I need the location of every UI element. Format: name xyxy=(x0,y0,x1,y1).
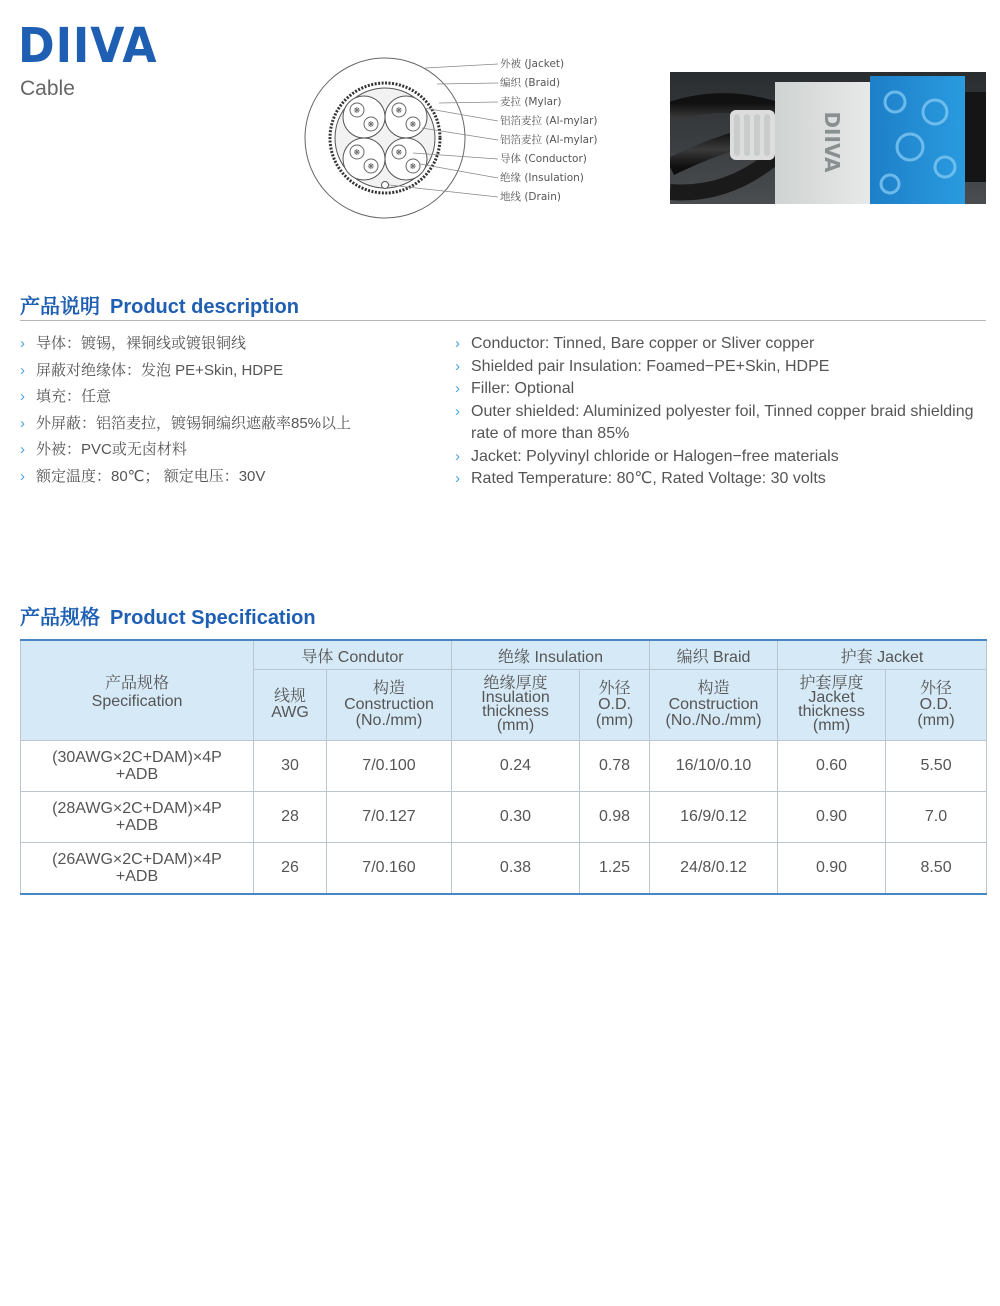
header-braid: 编织 Braid xyxy=(650,640,778,670)
cell-insulation-od: 1.25 xyxy=(580,843,650,895)
svg-text:❋: ❋ xyxy=(353,106,361,115)
product-specification-title xyxy=(20,601,316,630)
label-al-mylar-1: 铝箔麦拉 (Al-mylar) xyxy=(500,115,598,127)
cell-jacket-od: 5.50 xyxy=(886,741,987,792)
cell-braid: 16/9/0.12 xyxy=(650,792,778,843)
cell-braid: 16/10/0.10 xyxy=(650,741,778,792)
product-specification-title-zh: 产品规格 xyxy=(20,607,100,629)
cell-insulation-od: 0.78 xyxy=(580,741,650,792)
shielded-pair-top-right xyxy=(385,96,427,138)
cell-insulation-od: 0.98 xyxy=(580,792,650,843)
chevron-right-icon: › xyxy=(20,388,25,405)
header-insulation-thickness: 绝缘厚度 Insulation thickness (mm) xyxy=(452,670,580,741)
header-insulation: 绝缘 Insulation xyxy=(452,640,650,670)
chevron-right-icon: › xyxy=(20,441,25,458)
molding-brand-text: DIIVA xyxy=(820,111,844,173)
cell-insulation-thickness: 0.30 xyxy=(452,792,580,843)
specification-table xyxy=(20,639,987,895)
description-list-en xyxy=(455,333,995,491)
chevron-right-icon: › xyxy=(20,361,25,379)
cell-conductor: 7/0.127 xyxy=(327,792,452,843)
label-drain: 地线 (Drain) xyxy=(500,191,561,203)
list-item: › 外屏蔽：铝箔麦拉，镀锡铜编织遮蔽率85%以上 xyxy=(20,413,440,440)
svg-text:❋: ❋ xyxy=(409,162,417,171)
cell-jacket-thickness: 0.90 xyxy=(778,792,886,843)
shielded-pair-bottom-right xyxy=(385,138,427,180)
list-item: › Shielded pair Insulation: Foamed−PE+Skin, HDPE xyxy=(455,356,995,379)
cable-connector-photo xyxy=(670,72,986,204)
list-item: › Rated Temperature: 80℃, Rated Voltage: 30 volts xyxy=(455,468,995,491)
cell-jacket-thickness: 0.90 xyxy=(778,843,886,895)
list-item: › Outer shielded: Aluminized polyester foil, Tinned copper braid shielding rate of more than 85% xyxy=(455,402,974,442)
table-header-row xyxy=(21,640,987,670)
product-specification-title-en: Product Specification xyxy=(110,607,316,629)
header-conductor-construction: 构造 Construction (No./mm) xyxy=(327,670,452,741)
list-item: › 屏蔽对绝缘体：发泡 PE+Skin, HDPE xyxy=(20,360,440,387)
cell-jacket-thickness: 0.60 xyxy=(778,741,886,792)
cell-spec: (26AWG×2C+DAM)×4P +ADB xyxy=(21,843,254,895)
cell-braid: 24/8/0.12 xyxy=(650,843,778,895)
label-al-mylar-2: 铝箔麦拉 (Al-mylar) xyxy=(500,134,598,146)
cell-conductor: 7/0.100 xyxy=(327,741,452,792)
svg-text:❋: ❋ xyxy=(367,120,375,129)
table-row xyxy=(21,792,987,843)
list-item: › 导体：镀锡，裸铜线或镀银铜线 xyxy=(20,333,440,360)
chevron-right-icon: › xyxy=(455,380,460,397)
brand-logo: DIIVA xyxy=(18,18,158,74)
header-jacket-thickness: 护套厚度 Jacket thickness (mm) xyxy=(778,670,886,741)
header-awg: 线规 AWG xyxy=(254,670,327,741)
product-description-title xyxy=(20,290,299,319)
label-braid: 编织 (Braid) xyxy=(500,77,561,89)
svg-text:❋: ❋ xyxy=(395,106,403,115)
label-conductor: 导体 (Conductor) xyxy=(500,153,587,165)
chevron-right-icon: › xyxy=(455,402,460,420)
cell-spec: (28AWG×2C+DAM)×4P +ADB xyxy=(21,792,254,843)
cell-awg: 28 xyxy=(254,792,327,843)
list-item: › 填充：任意 xyxy=(20,386,440,413)
svg-text:❋: ❋ xyxy=(395,148,403,157)
brand-subtitle: Cable xyxy=(20,77,75,100)
list-item: › Filler: Optional xyxy=(455,378,995,401)
header-insulation-od: 外径 O.D. (mm) xyxy=(580,670,650,741)
chevron-right-icon: › xyxy=(455,447,460,465)
chevron-right-icon: › xyxy=(455,335,460,352)
cell-insulation-thickness: 0.38 xyxy=(452,843,580,895)
table-row xyxy=(21,741,987,792)
header-jacket-od: 外径 O.D. (mm) xyxy=(886,670,987,741)
section-divider xyxy=(20,320,986,321)
svg-text:❋: ❋ xyxy=(353,148,361,157)
label-jacket: 外被 (Jacket) xyxy=(500,58,565,70)
cell-conductor: 7/0.160 xyxy=(327,843,452,895)
chevron-right-icon: › xyxy=(20,467,25,485)
chevron-right-icon: › xyxy=(20,335,25,352)
header-specification: 产品规格 Specification xyxy=(21,640,254,741)
label-insulation: 绝缘 (Insulation) xyxy=(500,172,584,184)
product-description-title-en: Product description xyxy=(110,296,299,318)
cell-jacket-od: 7.0 xyxy=(886,792,987,843)
chevron-right-icon: › xyxy=(455,357,460,375)
chevron-right-icon: › xyxy=(20,414,25,432)
cell-spec: (30AWG×2C+DAM)×4P +ADB xyxy=(21,741,254,792)
cell-insulation-thickness: 0.24 xyxy=(452,741,580,792)
header-jacket: 护套 Jacket xyxy=(778,640,987,670)
drain-wire xyxy=(382,182,389,189)
header-conductor: 导体 Condutor xyxy=(254,640,452,670)
shielded-pair-top-left xyxy=(343,96,385,138)
product-description-title-zh: 产品说明 xyxy=(20,296,100,318)
list-item: › Jacket: Polyvinyl chloride or Halogen−free materials xyxy=(455,446,995,469)
svg-text:❋: ❋ xyxy=(409,120,417,129)
cable-cross-section-diagram xyxy=(300,48,620,238)
cell-awg: 26 xyxy=(254,843,327,895)
header-braid-construction: 构造 Construction (No./No./mm) xyxy=(650,670,778,741)
label-mylar: 麦拉 (Mylar) xyxy=(500,96,562,108)
list-item: › 外被：PVC或无卤材料 xyxy=(20,439,440,466)
svg-text:❋: ❋ xyxy=(367,162,375,171)
description-list-zh xyxy=(20,333,440,492)
list-item: › Conductor: Tinned, Bare copper or Sliver copper xyxy=(455,333,995,356)
list-item: › 额定温度：80℃； 额定电压：30V xyxy=(20,466,440,493)
cell-awg: 30 xyxy=(254,741,327,792)
chevron-right-icon: › xyxy=(455,470,460,487)
table-row xyxy=(21,843,987,895)
shielded-pair-bottom-left xyxy=(343,138,385,180)
cell-jacket-od: 8.50 xyxy=(886,843,987,895)
